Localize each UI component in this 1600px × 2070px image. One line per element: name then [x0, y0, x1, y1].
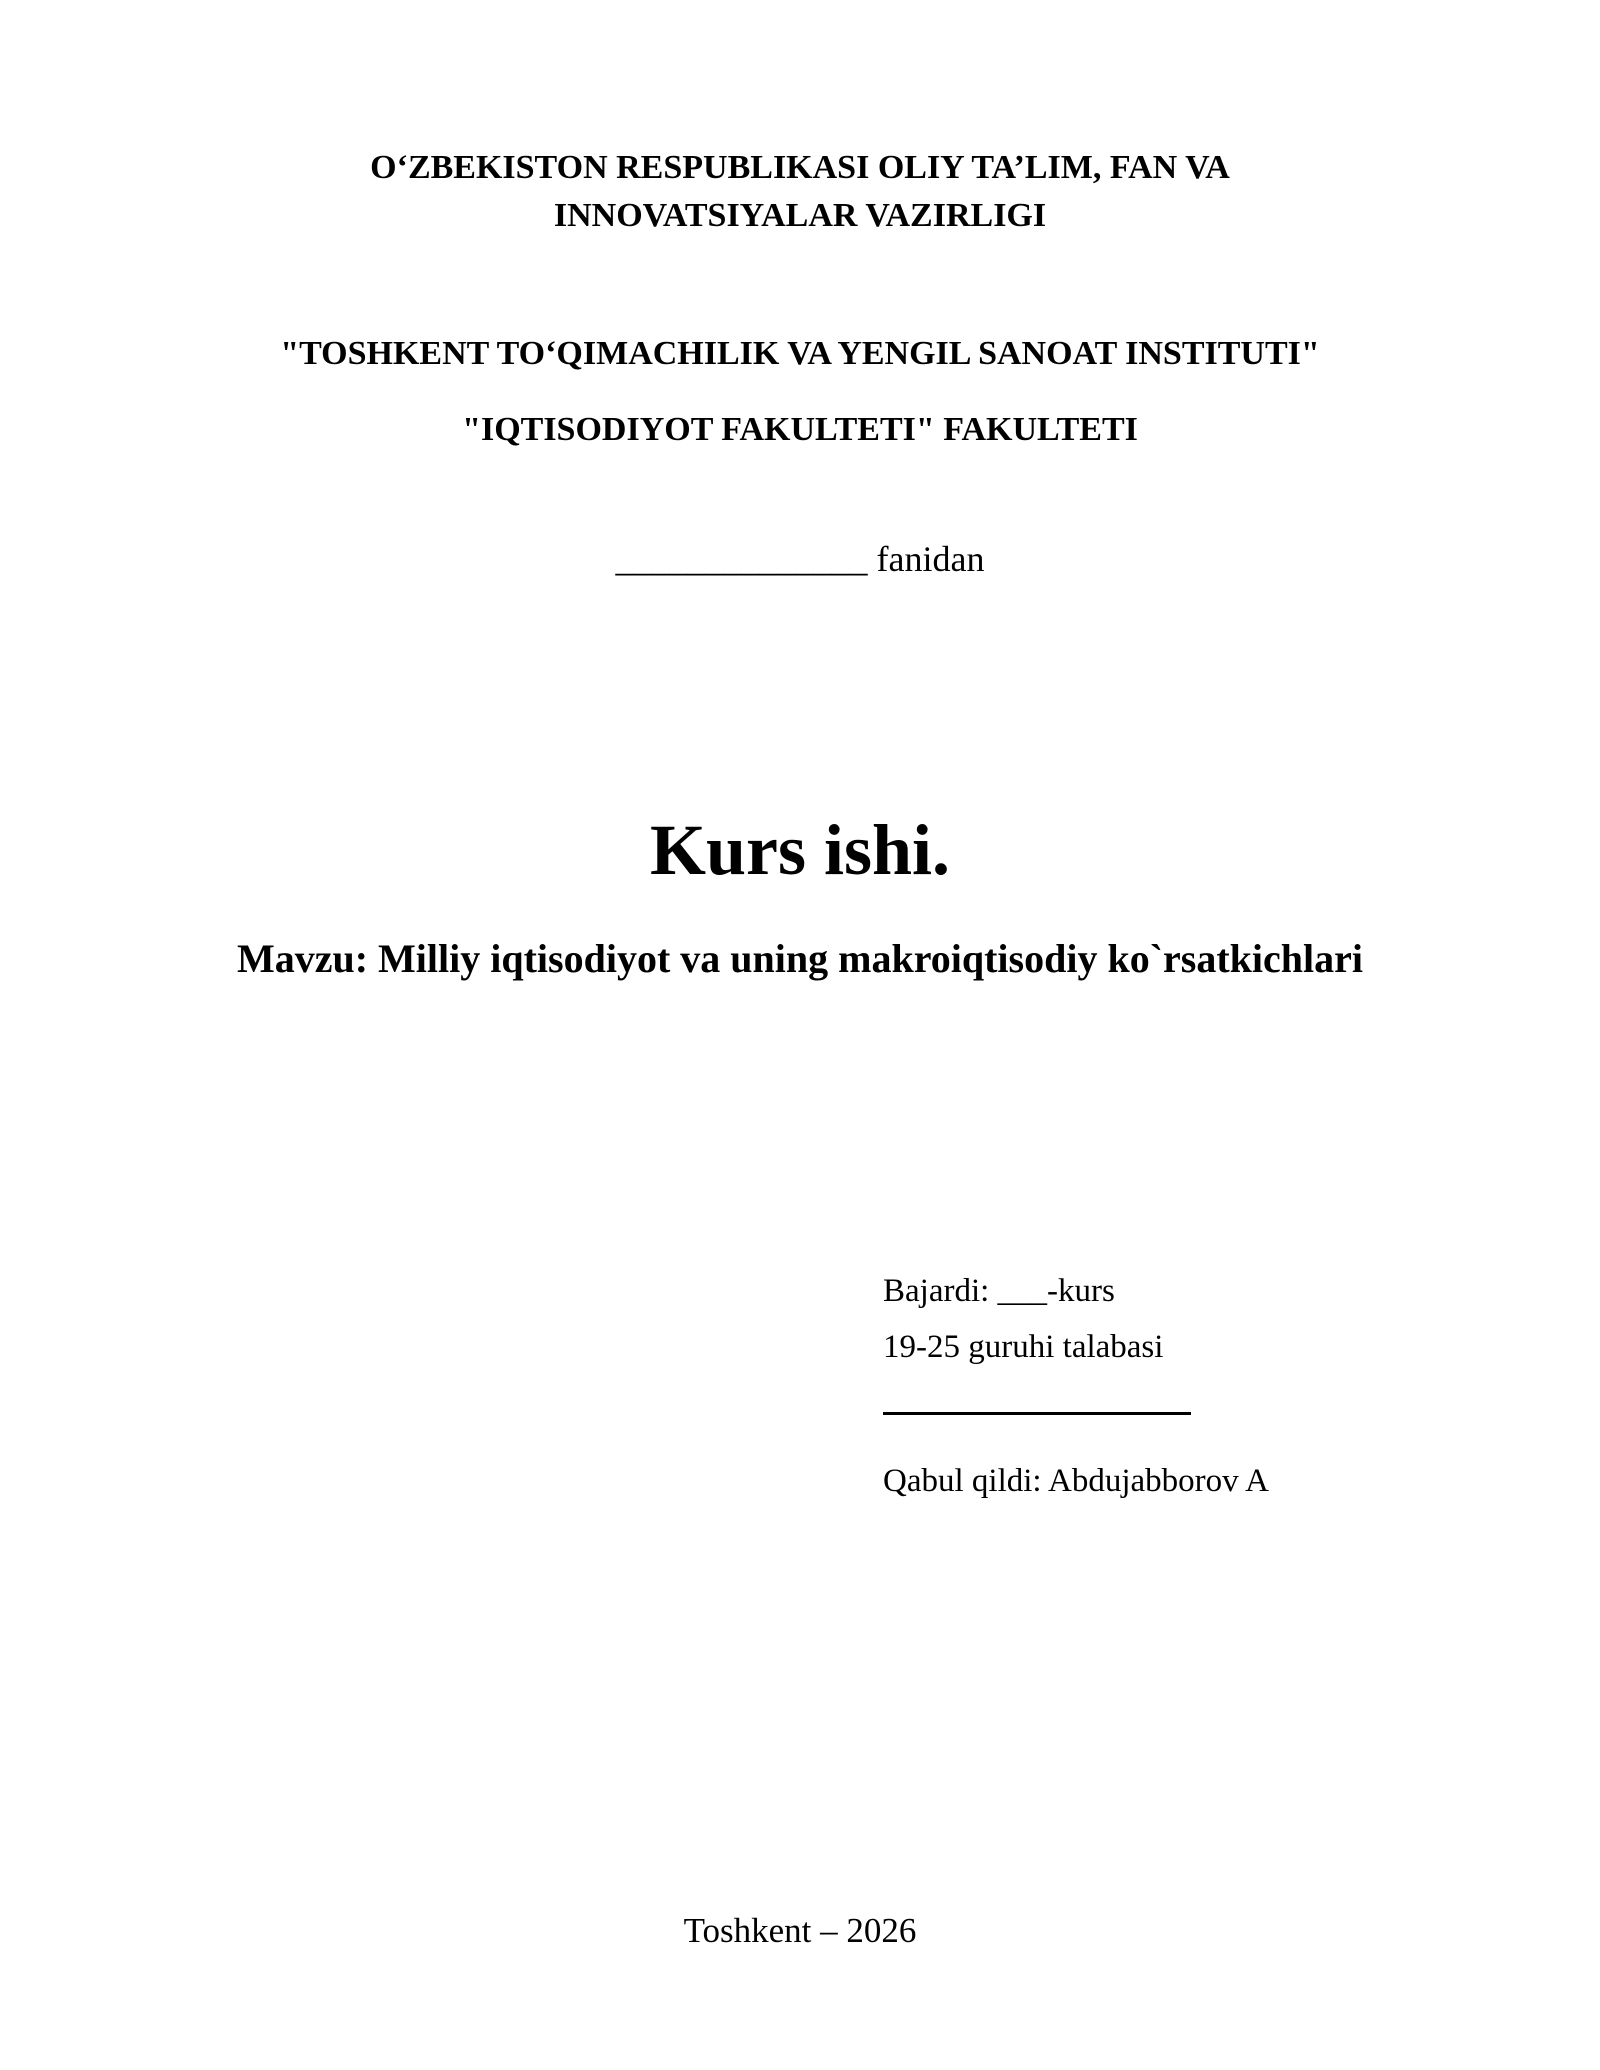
student-group-line: 19-25 guruhi talabasi	[883, 1329, 1164, 1365]
accepted-by-line: Qabul qildi: Abdujabborov A	[883, 1463, 1269, 1499]
ministry-title-line2: INNOVATSIYALAR VAZIRLIGI	[553, 197, 1047, 234]
subject-line: ______________ fanidan	[615, 539, 985, 579]
topic-title: Mavzu: Milliy iqtisodiyot va uning makroiqtisodiy ko`rsatkichlari	[236, 936, 1364, 981]
faculty-name: "IQTISODIYOT FAKULTETI" FAKULTETI	[462, 411, 1138, 448]
performed-by-line: Bajardi: ___-kurs	[883, 1273, 1115, 1309]
page-title: Kurs ishi.	[649, 810, 951, 890]
city-year-footer: Toshkent – 2026	[683, 1911, 917, 1950]
ministry-title-line1: O‘ZBEKISTON RESPUBLIKASI OLIY TA’LIM, FAN VA	[370, 149, 1230, 186]
signature-line	[883, 1412, 1191, 1415]
institute-name: "TOSHKENT TO‘QIMACHILIK VA YENGIL SANOAT INSTITUTI"	[280, 335, 1320, 372]
